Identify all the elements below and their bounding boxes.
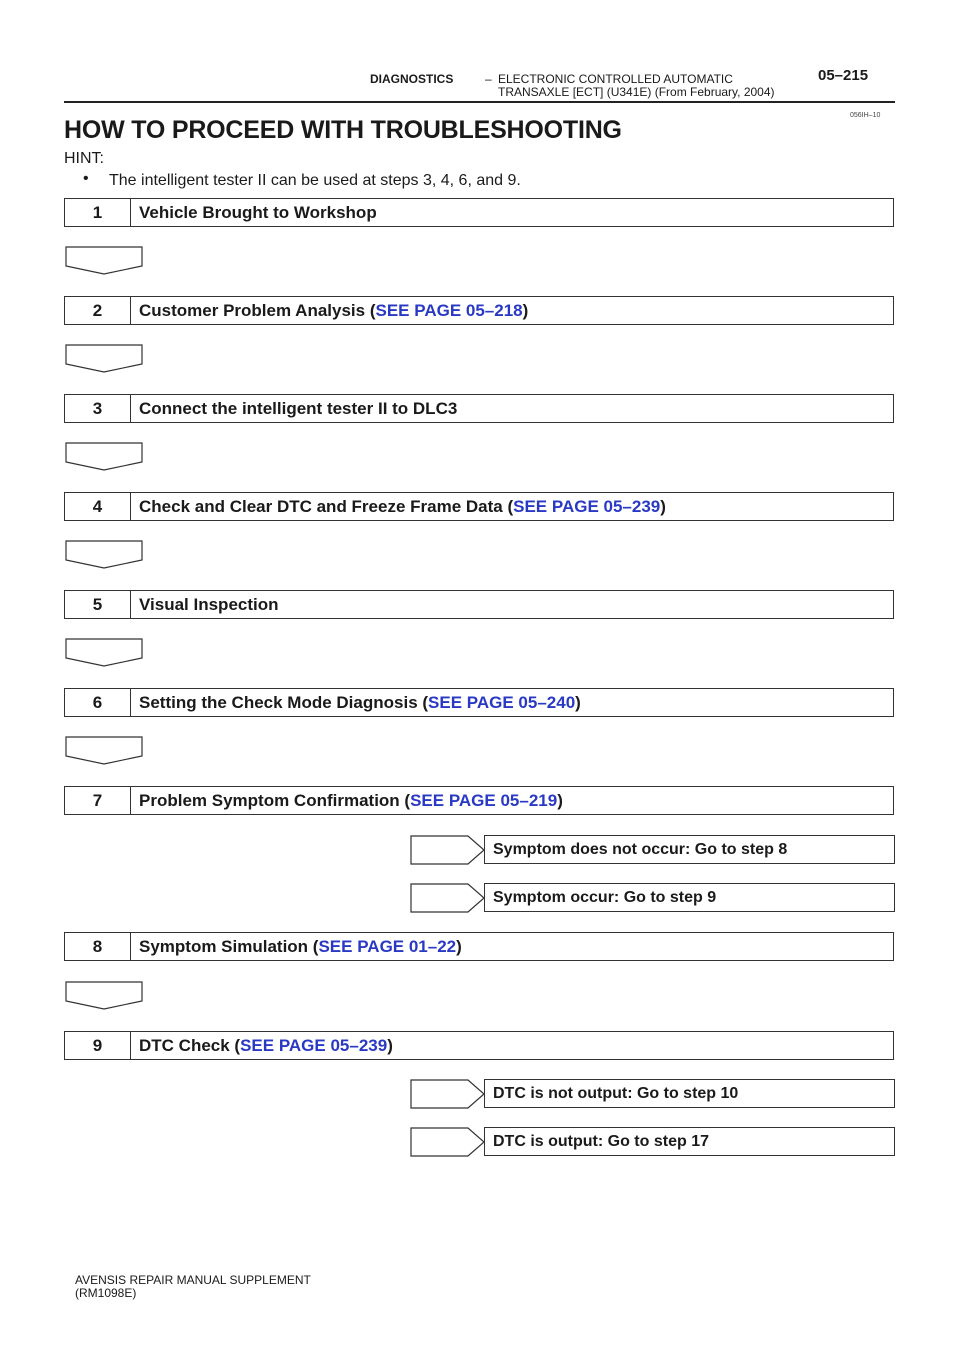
header-divider	[64, 101, 895, 103]
step-title	[131, 787, 563, 814]
result-branch	[410, 1127, 895, 1157]
right-arrow-icon	[410, 1079, 486, 1109]
down-arrow-icon	[64, 246, 144, 276]
step-title-close: )	[522, 301, 529, 320]
step-title	[131, 493, 666, 520]
page-title: HOW TO PROCEED WITH TROUBLESHOOTING	[64, 116, 622, 144]
step-number: 1	[65, 199, 131, 226]
step-title-close: )	[456, 937, 462, 956]
step-number: 6	[65, 689, 131, 716]
step-title-text: DTC Check (	[139, 1036, 241, 1055]
down-arrow-icon	[64, 442, 144, 472]
step-title: Visual Inspection	[139, 595, 279, 614]
step-5	[64, 590, 894, 619]
result-label: Symptom does not occur: Go to step 8	[484, 835, 895, 864]
step-number: 8	[65, 933, 131, 960]
step-3	[64, 394, 894, 423]
right-arrow-icon	[410, 835, 486, 865]
result-label: Symptom occur: Go to step 9	[484, 883, 895, 912]
see-page-link[interactable]: SEE PAGE 05–239	[240, 1036, 388, 1055]
step-number: 3	[65, 395, 131, 422]
result-branch	[410, 883, 895, 913]
step-title-close: )	[557, 791, 563, 810]
step-7	[64, 786, 894, 815]
step-title: Connect the intelligent tester II to DLC3	[139, 399, 458, 418]
step-title-text: Symptom Simulation (	[139, 937, 319, 956]
step-number: 7	[65, 787, 131, 814]
see-page-link[interactable]: SEE PAGE 05–240	[428, 693, 576, 712]
see-page-link[interactable]: SEE PAGE 05–219	[410, 791, 558, 810]
figure-code: 056IH–10	[850, 112, 881, 119]
step-title-text: Setting the Check Mode Diagnosis (	[139, 693, 429, 712]
down-arrow-icon	[64, 540, 144, 570]
step-number: 9	[65, 1032, 131, 1059]
header-dash: –	[485, 72, 492, 86]
step-title: Vehicle Brought to Workshop	[139, 203, 377, 222]
step-title	[131, 933, 462, 960]
step-6	[64, 688, 894, 717]
see-page-link[interactable]: SEE PAGE 05–239	[513, 497, 661, 516]
step-8	[64, 932, 894, 961]
header-subtitle-line2: TRANSAXLE [ECT] (U341E) (From February, 2004)	[498, 85, 775, 99]
header-section: DIAGNOSTICS	[370, 72, 454, 86]
step-title-close: )	[387, 1036, 393, 1055]
footer-manual-code: (RM1098E)	[75, 1286, 137, 1300]
step-title-close: )	[575, 693, 581, 712]
page-number: 05–215	[818, 67, 869, 84]
down-arrow-icon	[64, 638, 144, 668]
step-title	[131, 689, 581, 716]
header-subtitle-line1: ELECTRONIC CONTROLLED AUTOMATIC	[498, 72, 733, 86]
step-title	[131, 1032, 393, 1059]
result-label: DTC is not output: Go to step 10	[484, 1079, 895, 1108]
right-arrow-icon	[410, 883, 486, 913]
down-arrow-icon	[64, 981, 144, 1011]
step-title	[131, 297, 528, 324]
result-branch	[410, 835, 895, 865]
step-number: 5	[65, 591, 131, 618]
result-label: DTC is output: Go to step 17	[484, 1127, 895, 1156]
step-2	[64, 296, 894, 325]
step-number: 2	[65, 297, 131, 324]
step-title-text: Customer Problem Analysis (	[139, 301, 376, 320]
bullet-icon: •	[83, 170, 89, 187]
step-title-text: Problem Symptom Confirmation (	[139, 791, 411, 810]
hint-label: HINT:	[64, 150, 104, 167]
see-page-link[interactable]: SEE PAGE 01–22	[318, 937, 457, 956]
down-arrow-icon	[64, 344, 144, 374]
step-number: 4	[65, 493, 131, 520]
step-9	[64, 1031, 894, 1060]
hint-text: The intelligent tester II can be used at steps 3, 4, 6, and 9.	[109, 172, 521, 189]
step-1	[64, 198, 894, 227]
step-title-close: )	[660, 497, 666, 516]
footer-manual-title: AVENSIS REPAIR MANUAL SUPPLEMENT	[75, 1273, 311, 1287]
down-arrow-icon	[64, 736, 144, 766]
right-arrow-icon	[410, 1127, 486, 1157]
see-page-link[interactable]: SEE PAGE 05–218	[375, 301, 523, 320]
step-4	[64, 492, 894, 521]
step-title-text: Check and Clear DTC and Freeze Frame Data (	[139, 497, 514, 516]
result-branch	[410, 1079, 895, 1109]
